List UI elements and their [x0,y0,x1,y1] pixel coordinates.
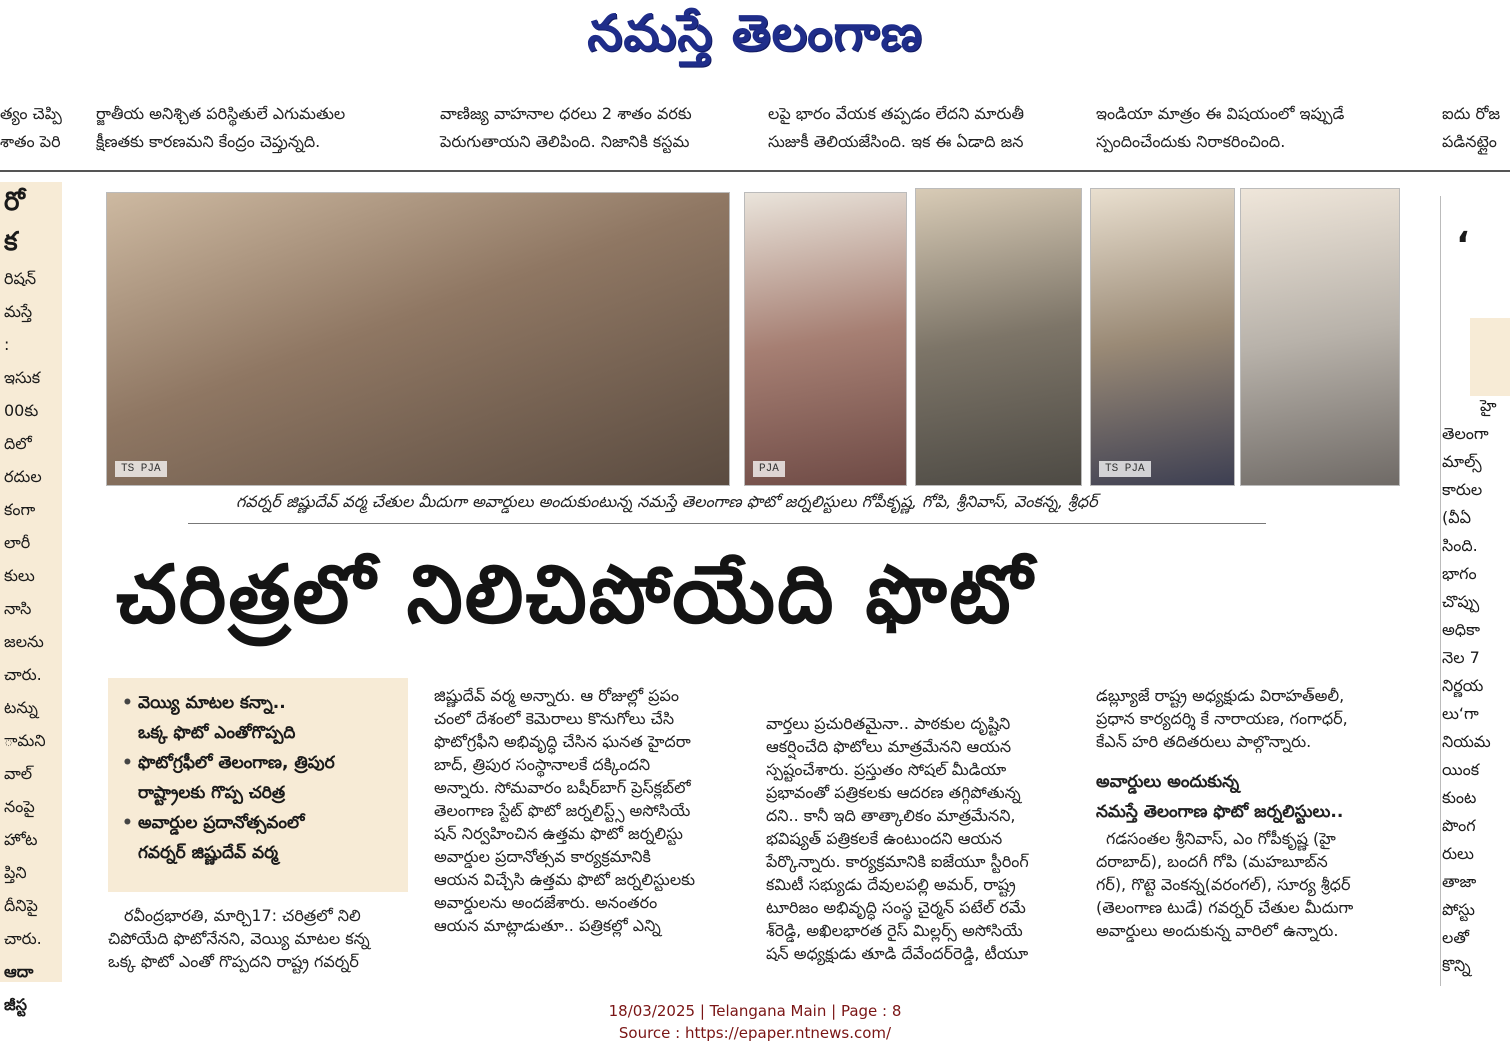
top-divider [0,170,1510,172]
right-column-rule [1440,196,1441,986]
page-footer [0,1000,1510,1044]
left-edge-column: రో క రిషన్ మస్తే : ఇసుక 00కు దిలో రదుల కంగా లారీ కులు నాసి జలను చారు. టన్ను ామని వాల్ నంపై హోట ప్తిని దీనిపై చారు. ఆదా జీస్ట [0,182,62,982]
masthead-title: నమస్తే తెలంగాణ [587,4,923,62]
photo-caption: గవర్నర్ జిష్ణుదేవ్ వర్మ చేతుల మీదుగా అవార్డులు అందుకుంటున్న నమస్తే తెలంగాణ ఫొటో జర్నలిస్టులు గోపీకృష్ణ, గోపి, శ్రీనివాస్, వెంకన్న, శ్రీధర్ [236,492,1098,511]
highlight-item: • అవార్డుల ప్రదానోత్సవంలో గవర్నర్ జిష్ణుదేవ్ వర్మ [122,813,305,863]
highlights-box [108,678,408,892]
right-edge-shaded-box [1470,318,1510,396]
top-strip-col-5: ఇండియా మాత్రం ఈ విషయంలో ఇప్పుడే స్పందించేందుకు నిరాకరించింది. [1096,104,1345,151]
top-strip-col-3: వాణిజ్య వాహనాల ధరలు 2 శాతం వరకు పెరుగుతాయని తెలిపింది. నిజానికి కస్టమ [440,104,692,151]
footer-date-page: 18/03/2025 | Telangana Main | Page : 8 [608,1002,902,1020]
photo-2: PJA [744,192,907,486]
right-edge-column: ‘ హై తెలంగా మాల్స్ కారుల (వీఏ సింది. భాగం చొప్పు అధికా నెల 7 నిర్ణయ లు‘గా నియమ యింక కుంట పొంగ రులు తాజా పోస్టు లతో కొన్ని [1442,225,1497,975]
highlight-item: • ఫొటోగ్రఫీలో తెలంగాణ, త్రిపుర రాష్ట్రాలకు గొప్ప చరిత్ర [122,753,335,803]
photo-3 [915,188,1082,486]
awardees-subhead: నమస్తే తెలంగాణ ఫొటో జర్నలిస్టులు.. [1096,802,1344,822]
article-col-4: డబ్ల్యూజే రాష్ట్ర అధ్యక్షుడు విరాహత్అలీ, ప్రధాన కార్యదర్శి కే నారాయణ, గంగాధర్, కేఎన్ హరి తదితరులు పాల్గొన్నారు. అవార్డులు అందుకున్న నమస్తే తెలంగాణ ఫొటో జర్నలిస్టులు.. గడసంతల శ్రీనివాస్, ఎం గోపీకృష్ణ (హై దరాబాద్), బందగీ గోపి (మహబూబ్‌న గర్), గొట్టె వెంకన్న(వరంగల్), సూర్య శ్రీధర్ (తెలంగాణ టుడే) గవర్నర్ చేతుల మీదుగా అవార్డులు అందుకున్న వారిలో ఉన్నారు. [1096,684,1402,942]
top-strip-col-1: త్యం చెప్పి శాతం పెరి [0,104,62,151]
headline: చరిత్రలో నిలిచిపోయేది ఫొటో [116,548,1034,641]
footer-source-link[interactable]: Source : https://epaper.ntnews.com/ [618,1024,892,1042]
photo-5 [1240,188,1400,486]
awardees-subhead: అవార్డులు అందుకున్న [1096,772,1240,792]
article-col-2: జిష్ణుదేవ్ వర్మ అన్నారు. ఆ రోజుల్లో ప్రపం చంలో దేశంలో కెమెరాలు కొనుగోలు చేసి ఫొటోగ్రఫీని అభివృద్ధి చేసిన ఘనత హైదరా బాద్, త్రిపుర సంస్థానాలకే దక్కిందని అన్నారు. సోమవారం బషీర్‌బాగ్ ప్రెస్‌క్లబ్‌లో తెలంగాణ స్టేట్ ఫొటో జర్నలిస్ట్స్ అసోసియే షన్ నిర్వహించిన ఉత్తమ ఫొటో జర్నలిస్టు అవార్డుల ప్రదానోత్సవ కార్యక్రమానికి ఆయన విచ్చేసి ఉత్తమ ఫొటో జర్నలిస్టులకు అవార్డులను అందజేశారు. అనంతరం ఆయన మాట్లాడుతూ.. పత్రికల్లో ఎన్ని [434,686,696,935]
top-strip-col-6: ఐదు రోజ పడినట్లైం [1442,104,1501,151]
top-strip-col-4: లపై భారం వేయక తప్పడం లేదని మారుతీ సుజుకీ తెలియజేసింది. ఇక ఈ ఏడాది జన [768,104,1025,151]
article-col-1: రవీంద్రభారతి, మార్చి17: చరిత్రలో నిలి చిపోయేది ఫొటోనేనని, వెయ్యి మాటల కన్న ఒక్క ఫొటో ఎంతో గొప్పదని రాష్ట్ర గవర్నర్ [108,906,370,971]
top-strip-col-2: ర్జాతీయ అనిశ్చిత పరిస్థితులే ఎగుమతుల క్షీణతకు కారణమని కేంద్రం చెప్తున్నది. [96,104,346,151]
article-col-3: వార్తలు ప్రచురితమైనా.. పాఠకుల దృష్టిని ఆకర్షించేది ఫొటోలు మాత్రమేనని ఆయన స్పష్టంచేశారు. ప్రస్తుతం సోషల్ మీడియా ప్రభావంతో పత్రికలకు ఆదరణ తగ్గిపోతున్న దని.. కానీ ఇది తాత్కాలికం మాత్రమేనని, భవిష్యత్ పత్రికలకే ఉంటుందని ఆయన పేర్కొన్నారు. కార్యక్రమానికి ఐజేయూ స్టీరింగ్ కమిటీ సభ్యుడు దేవులపల్లి అమర్, రాష్ట్ర టూరిజం అభివృద్ధి సంస్థ చైర్మన్ పటేల్ రమే శ్‌రెడ్డి, అఖిలభారత రైస్ మిల్లర్స్ అసోసియే షన్ అధ్యక్షుడు తూడి దేవేందర్‌రెడ్డి, టీయూ [766,714,1029,963]
photo-4: TS PJA [1090,188,1235,486]
caption-rule [188,523,1266,524]
highlight-item: • వెయ్యి మాటల కన్నా.. ఒక్క ఫొటో ఎంతోగొప్పది [122,693,296,743]
photo-main: TS PJA [106,192,730,486]
